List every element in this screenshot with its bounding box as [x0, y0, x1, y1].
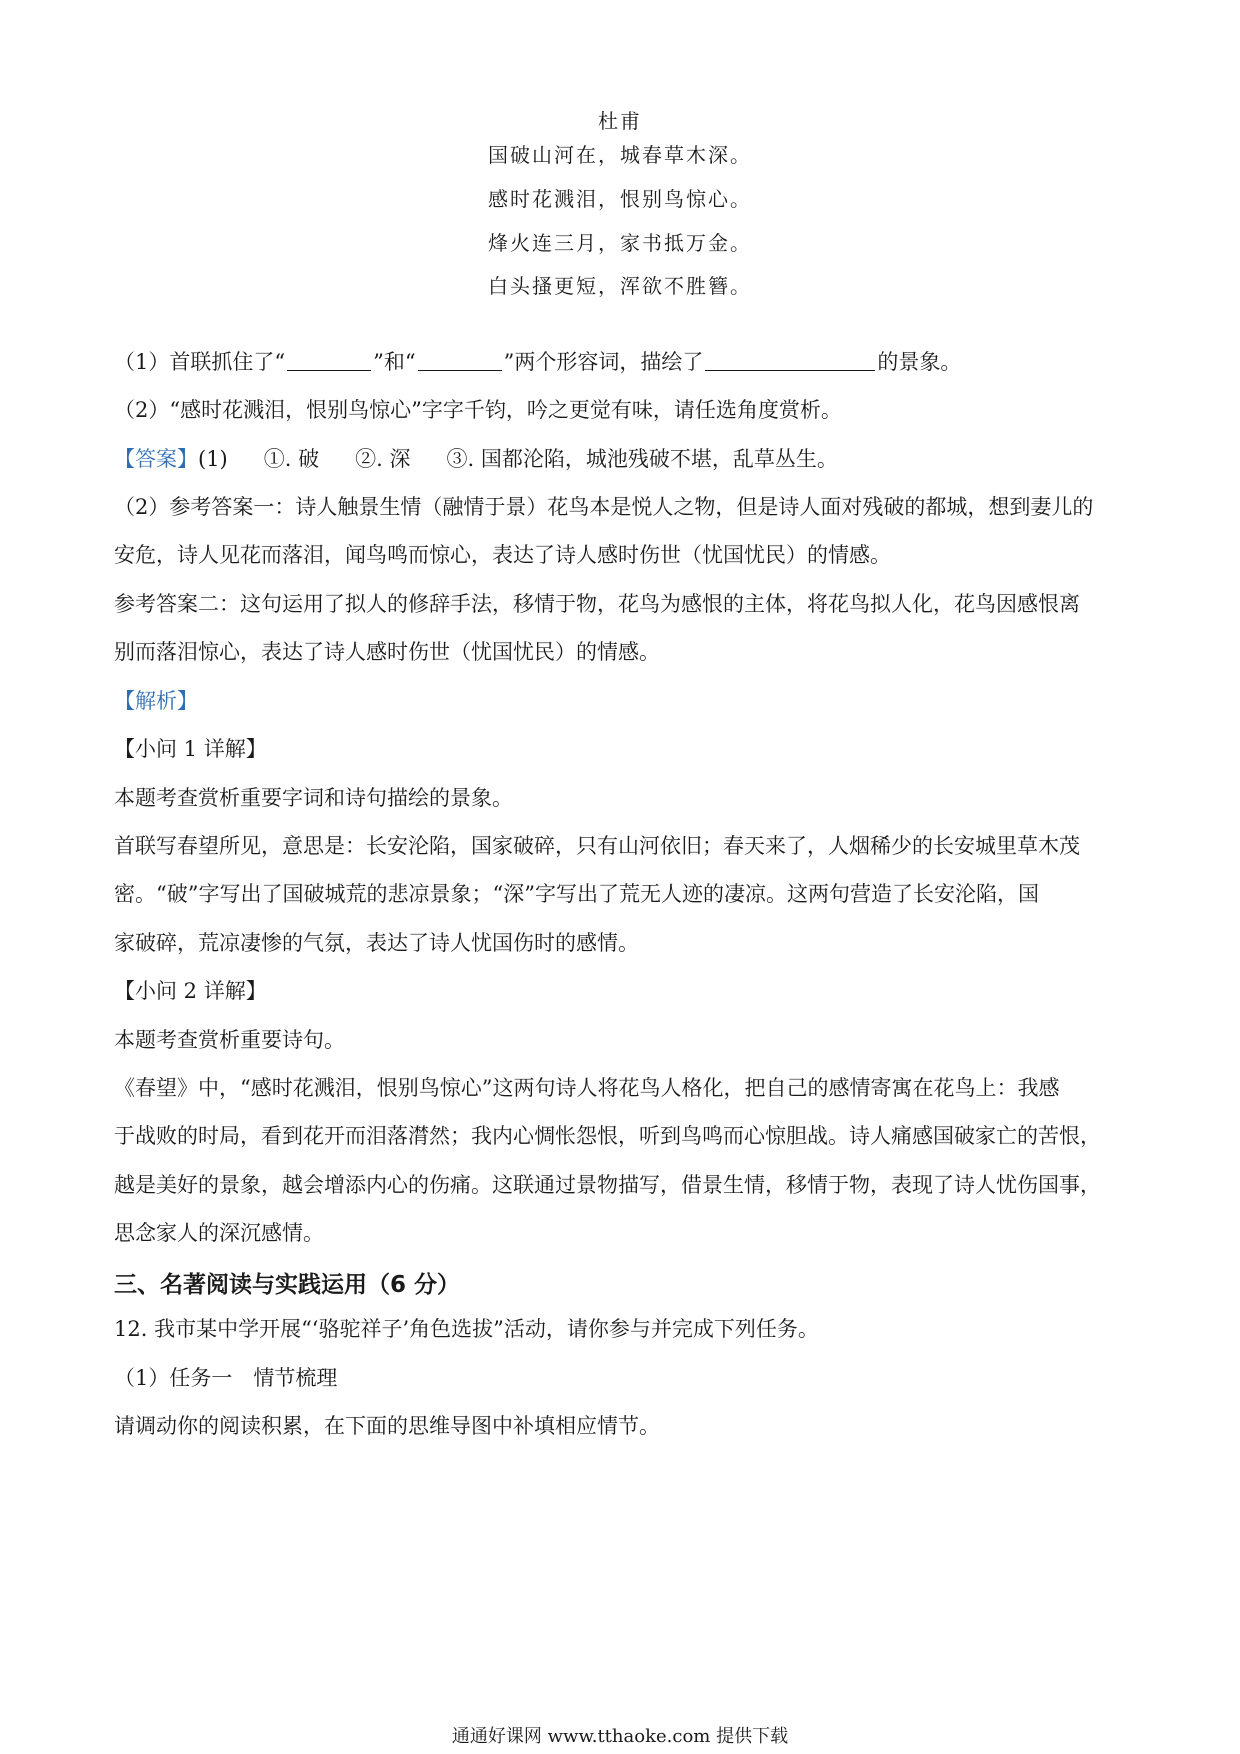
- answer-part-2-line-2: 安危，诗人见花而落泪，闻鸟鸣而惊心，表达了诗人感时伤世（忧国忧民）的情感。: [114, 543, 891, 567]
- task-1-description: 请调动你的阅读积累，在下面的思维导图中补填相应情节。: [114, 1414, 660, 1438]
- footer-watermark: 通通好课网 www.tthaoke.com 提供下载: [451, 1726, 789, 1747]
- sub-question-2-line-3: 于战败的时局，看到花开而泪落潸然；我内心惆怅怨恨，听到鸟鸣而心惊胆战。诗人痛感国破家亡的苦恨，: [114, 1124, 1101, 1148]
- section-3-title: 三、名著阅读与实践运用（6 分）: [114, 1272, 461, 1298]
- question-2: （2）“感时花溅泪，恨别鸟惊心”字字千钧，吟之更觉有味，请任选角度赏析。: [114, 398, 842, 422]
- sub-question-2-title: 【小问 2 详解】: [114, 979, 267, 1003]
- sub-question-2-line-1: 本题考查赏析重要诗句。: [114, 1028, 345, 1052]
- sub-question-1-line-1: 本题考查赏析重要字词和诗句描绘的景象。: [114, 786, 513, 810]
- answer-part-2-line-1: （2）参考答案一：诗人触景生情（融情于景）花鸟本是悦人之物，但是诗人面对残破的都城，想到妻儿的: [114, 495, 1094, 519]
- poem-line-1: 国破山河在，城春草木深。: [488, 143, 752, 167]
- poem-line-4: 白头搔更短，浑欲不胜簪。: [488, 274, 752, 298]
- answer-part-1: 【答案】(1) ①. 破 ②. 深 ③. 国都沦陷，城池残破不堪，乱草丛生。: [114, 447, 838, 471]
- question-12: 12. 我市某中学开展“‘骆驼祥子’角色选拔”活动，请你参与并完成下列任务。: [114, 1317, 819, 1341]
- answer-tag: 【答案】: [114, 447, 198, 471]
- fill-blank-3[interactable]: [705, 350, 875, 371]
- sub-question-1-title: 【小问 1 详解】: [114, 737, 267, 761]
- poem-line-3: 烽火连三月，家书抵万金。: [488, 231, 752, 255]
- sub-question-1-line-4: 家破碎，荒凉凄惨的气氛，表达了诗人忧国伤时的感情。: [114, 931, 639, 955]
- question-1: （1）首联抓住了“ ”和“ ”两个形容词，描绘了 的景象。: [114, 350, 962, 374]
- answer-part-2-line-3: 参考答案二：这句运用了拟人的修辞手法，移情于物，花鸟为感恨的主体，将花鸟拟人化，花鸟因感恨离: [114, 592, 1080, 616]
- task-1-title: （1）任务一 情节梳理: [114, 1366, 338, 1390]
- sub-question-1-line-3: 密。“破”字写出了国破城荒的悲凉景象；“深”字写出了荒无人迹的凄凉。这两句营造了长安沦陷，国: [114, 882, 1039, 906]
- sub-question-2-line-2: 《春望》中，“感时花溅泪，恨别鸟惊心”这两句诗人将花鸟人格化，把自己的感情寄寓在花鸟上：我感: [114, 1076, 1060, 1100]
- poem-author: 杜甫: [598, 109, 642, 133]
- poem-line-2: 感时花溅泪，恨别鸟惊心。: [488, 187, 752, 211]
- sub-question-1-line-2: 首联写春望所见，意思是：长安沦陷，国家破碎，只有山河依旧；春天来了，人烟稀少的长安城里草木茂: [114, 834, 1080, 858]
- fill-blank-1[interactable]: [287, 350, 371, 371]
- analysis-tag: 【解析】: [114, 689, 198, 713]
- sub-question-2-line-5: 思念家人的深沉感情。: [114, 1221, 324, 1245]
- fill-blank-2[interactable]: [418, 350, 502, 371]
- sub-question-2-line-4: 越是美好的景象，越会增添内心的伤痛。这联通过景物描写，借景生情，移情于物，表现了诗人忧伤国事，: [114, 1173, 1101, 1197]
- answer-part-2-line-4: 别而落泪惊心，表达了诗人感时伤世（忧国忧民）的情感。: [114, 640, 660, 664]
